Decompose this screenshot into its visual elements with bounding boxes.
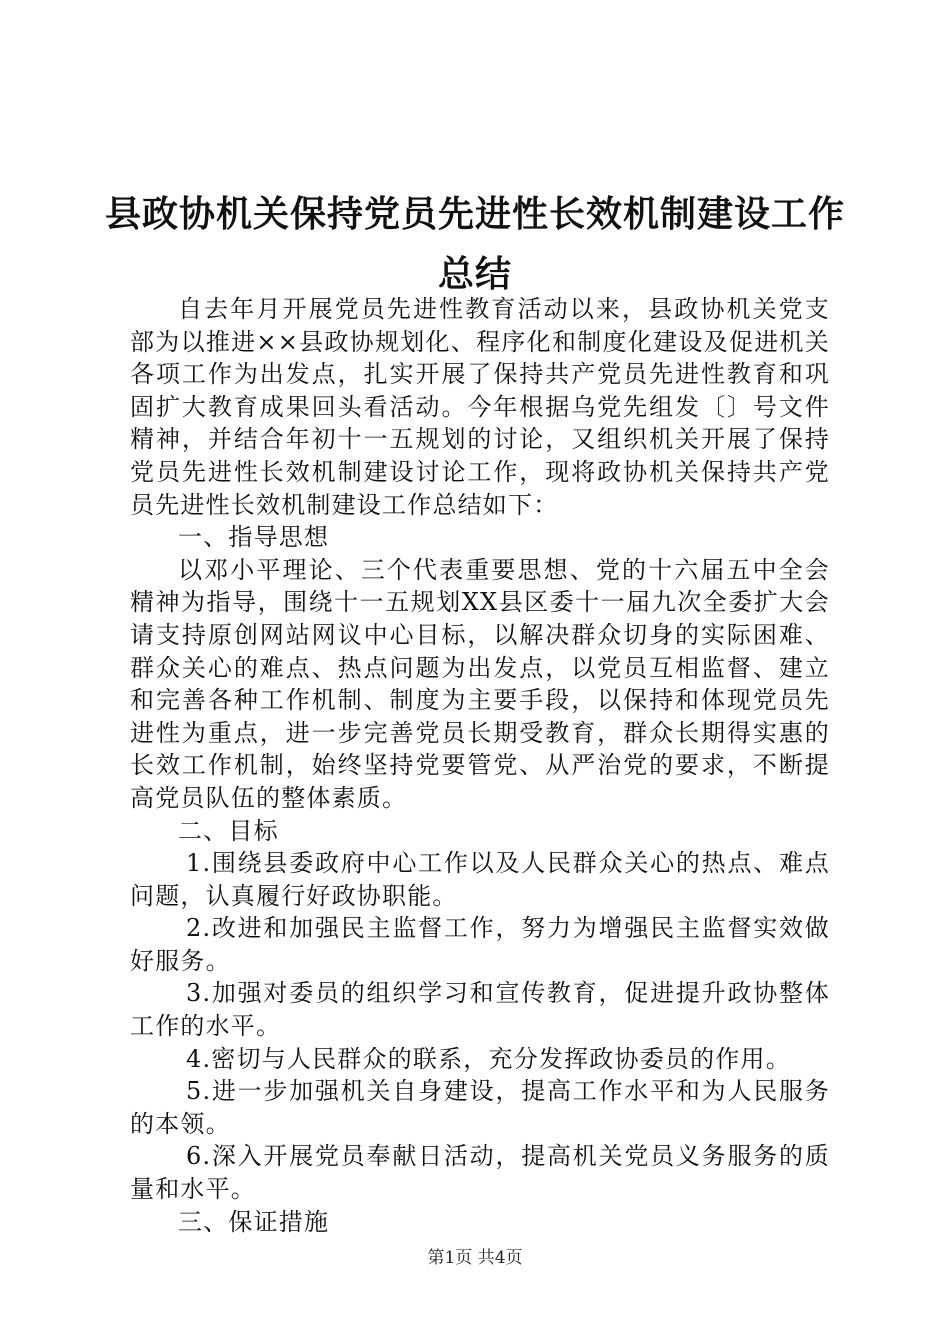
goal-item: 6.深入开展党员奉献日活动，提高机关党员义务服务的质量和水平。 [130, 1142, 830, 1204]
goal-item: 3.加强对委员的组织学习和宣传教育，促进提升政协整体工作的水平。 [130, 979, 830, 1041]
section-heading: 二、目标 [178, 816, 279, 845]
section-heading: 一、指导思想 [178, 523, 330, 552]
section-heading: 三、保证措施 [178, 1207, 330, 1236]
document-title-continued: 总结 [437, 254, 512, 295]
document-title: 县政协机关保持党员先进性长效机制建设工作 [104, 194, 845, 235]
intro-paragraph: 自去年月开展党员先进性教育活动以来，县政协机关党支部为以推进××县政协规划化、程序化和制度化建设及促进机关各项工作为出发点，扎实开展了保持共产党员先进性教育和巩固扩大教育成果回头看活动。今年根据乌党先组发〔〕号文件精神，并结合年初十一五规划的讨论，又组织机关开展了保持党员先进性长效机制建设讨论工作，现将政协机关保持共产党员先进性长效机制建设工作总结如下： [130, 295, 830, 519]
guiding-thought-paragraph: 以邓小平理论、三个代表重要思想、党的十六届五中全会精神为指导，围绕十一五规划XX县区委十一届九次全委扩大会请支持原创网站网议中心目标，以解决群众切身的实际困难、群众关心的难点、热点问题为出发点，以党员互相监督、建立和完善各种工作机制、制度为主要手段，以保持和体现党员先进性为重点，进一步完善党员长期受教育，群众长期得实惠的长效工作机制，始终坚持党要管党、从严治党的要求，不断提高党员队伍的整体素质。 [130, 555, 830, 812]
document-body [130, 293, 830, 1238]
goal-item: 1.围绕县委政府中心工作以及人民群众关心的热点、难点问题，认真履行好政协职能。 [130, 849, 830, 910]
goal-item: 4.密切与人民群众的联系，充分发挥政协委员的作用。 [186, 1044, 791, 1073]
goal-item: 5.进一步加强机关自身建设，提高工作水平和为人民服务的本领。 [130, 1077, 830, 1138]
page-number-footer: 第1页 共4页 [427, 1248, 523, 1268]
goal-item: 2.改进和加强民主监督工作，努力为增强民主监督实效做好服务。 [130, 914, 830, 975]
